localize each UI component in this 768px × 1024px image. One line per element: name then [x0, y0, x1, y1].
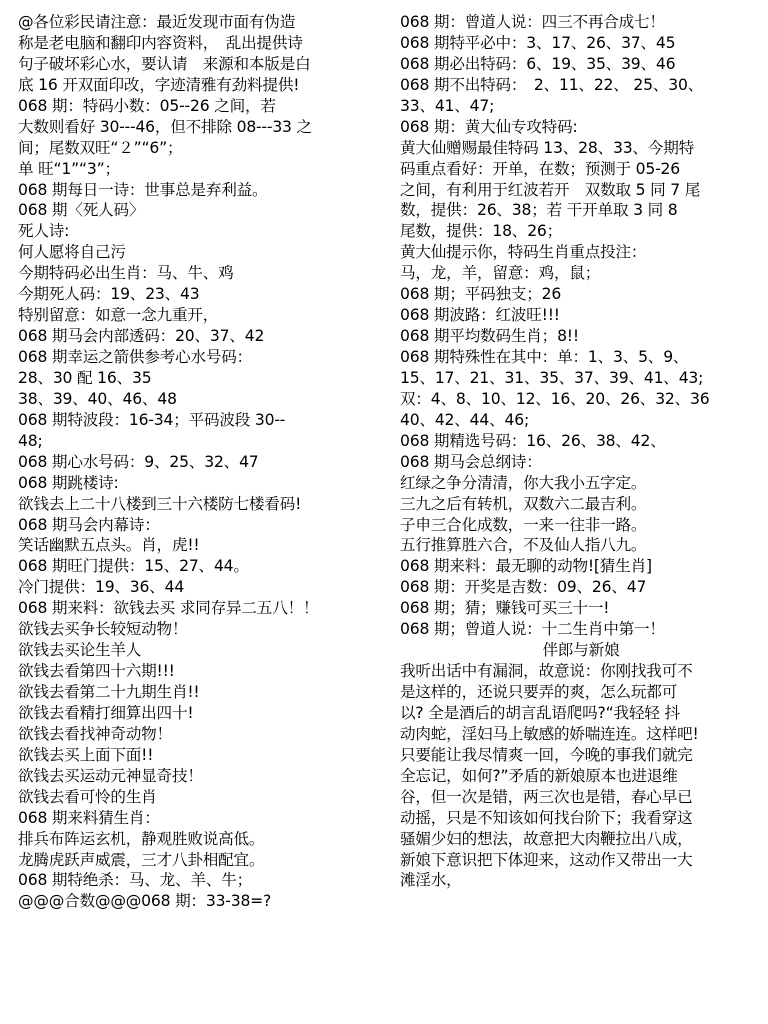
right-column-line: 是这样的，还说只要弄的爽，怎么玩都可	[400, 683, 678, 701]
left-column-line: 38、39、40、46、48	[18, 389, 177, 408]
right-column-line: 全忘记，如何?”矛盾的新娘原本也进退维	[400, 766, 678, 785]
left-column-line: 底 16 开双面印改，字迹清雅有劲料提供!	[18, 75, 300, 94]
left-column-line: 排兵布阵运玄机，静观胜败说高低。	[18, 829, 265, 848]
left-column-line: 068 期心水号码：9、25、32、47	[18, 452, 259, 471]
right-column-line: 之间，有利用于红波若开 双数取 5 同 7 尾	[400, 180, 701, 199]
left-column-line: 冷门提供：19、36、44	[18, 578, 185, 597]
right-column-line: 068 期来料：最无聊的动物![猜生肖]	[400, 557, 652, 576]
right-column-line: 只要能让我尽情爽一回，今晚的事我们就完	[400, 745, 693, 764]
right-column-line: 068 期必出特码：6、19、35、39、46	[400, 54, 676, 73]
left-column-line: 068 期马会内幕诗：	[18, 515, 160, 534]
right-column-line: 068 期精选号码：16、26、38、42、	[400, 431, 666, 450]
left-column-line: 欲钱去看精打细算出四十!	[18, 703, 194, 722]
right-column-line: 068 期：开奖是吉数：09、26、47	[400, 578, 647, 597]
right-column-line: 068 期；平码独支；26	[400, 285, 562, 304]
left-column-line: 欲钱去看第四十六期!!!	[18, 662, 175, 681]
right-column-line: 码重点看好：开单，在数；预测于 05-26	[400, 159, 680, 178]
right-column-line: 动肉蛇，淫妇马上敏感的娇喘连连。这样吧!	[400, 724, 699, 743]
right-column-line: 双：4、8、10、12、16、20、26、32、36	[400, 389, 710, 408]
left-column-line: 068 期来料猜生肖：	[18, 808, 160, 827]
left-column-line: 间；尾数双旺“２”“6”；	[18, 138, 183, 157]
left-column-line: 068 期马会内部透码：20、37、42	[18, 327, 265, 346]
left-column-line: 068 期跳楼诗:	[18, 473, 119, 492]
right-column-line: 068 期马会总纲诗：	[400, 452, 542, 471]
left-column-line: 068 期来料：欲钱去买 求同存异二五八！！	[18, 599, 319, 618]
right-column-line: 我听出话中有漏洞，故意说：你刚找我可不	[400, 662, 693, 681]
right-column-line: 068 期；猜；赚钱可买三十一!	[400, 599, 610, 618]
left-column-line: 何人愿将自己污	[18, 243, 126, 262]
left-column-line: 今期死人码：19、23、43	[18, 285, 200, 304]
right-column-line: 068 期；曾道人说：十二生肖中第一！	[400, 620, 665, 639]
left-column-line: 欲钱去上二十八楼到三十六楼防七楼看码!	[18, 494, 302, 513]
right-column-line: 068 期特殊性在其中：单：1、3、5、9、	[400, 348, 689, 366]
left-column-line: 068 期幸运之箭供参考心水号码：	[18, 348, 253, 366]
right-column-line: 33、41、47;	[400, 96, 495, 115]
right-column-line: 红绿之争分清清，你大我小五字定。	[400, 473, 647, 492]
left-column-line: 068 期特波段：16-34；平码波段 30--	[18, 410, 286, 429]
right-column-line: 068 期不出特码： 2、11、22、 25、30、	[400, 75, 704, 94]
right-column-line: 马，龙，羊，留意：鸡，鼠；	[400, 264, 601, 283]
left-column-line: 48;	[18, 431, 43, 450]
left-column-line: 句子破坏彩心水，要认请 来源和本版是白	[18, 54, 311, 73]
right-column-line: 15、17、21、31、35、37、39、41、43;	[400, 368, 704, 387]
right-column-line: 以? 全是酒后的胡言乱语爬吗?“我轻轻 抖	[400, 703, 680, 722]
right-column-line: 数，提供：26、38；若 干开单取 3 同 8	[400, 201, 678, 220]
left-column-line: 欲钱去买上面下面!!	[18, 745, 154, 764]
left-column-line: 068 期每日一诗：世事总是弃利益。	[18, 180, 268, 199]
right-column-line: 子申三合化成数，一来一往非一路。	[400, 515, 647, 534]
left-column-line: 今期特码必出生肖：马、牛、鸡	[18, 264, 234, 283]
left-column-line: 28、30 配 16、35	[18, 368, 152, 387]
left-column-line: 称是老电脑和翻印内容资料， 乱出提供诗	[18, 33, 303, 52]
right-column-line: 动摇，只是不知该如何找台阶下；我看穿这	[400, 808, 693, 827]
right-column-line: 滩淫水，	[400, 871, 462, 890]
left-column-line: @@@合数@@@068 期：33-38=?	[18, 892, 272, 911]
right-column-line: 068 期特平必中：3、17、26、37、45	[400, 33, 676, 52]
left-column-line: 欲钱去看第二十九期生肖!!	[18, 683, 200, 701]
right-column-line: 谷，但一次是错，两三次也是错，春心早已	[400, 787, 693, 806]
left-column-line: 欲钱去看找神奇动物！	[18, 724, 172, 743]
left-column-line: 068 期〈死人码〉	[18, 201, 145, 220]
left-column-line: 欲钱去买运动元神显奇技！	[18, 766, 203, 785]
right-column-line: 尾数，提供：18、26；	[400, 222, 563, 241]
left-column-line: @各位彩民请注意：最近发现市面有伪造	[18, 13, 296, 31]
left-column-line: 欲钱去看可怜的生肖	[18, 787, 157, 806]
left-column-line: 068 期：特码小数：05--26 之间，若	[18, 96, 276, 115]
story-title: 伴郎与新娘	[542, 641, 620, 660]
right-column-line: 068 期：曾道人说：四三不再合成七！	[400, 13, 665, 31]
right-column-line: 黄大仙赠赐最佳特码 13、28、33、今期特	[400, 138, 694, 157]
left-column-line: 特别留意：如意一念九重开，	[18, 306, 219, 325]
left-column-line: 欲钱去买论生羊人	[18, 641, 142, 660]
right-column-line: 40、42、44、46;	[400, 410, 530, 429]
right-column-line: 黄大仙提示你，特码生肖重点投注：	[400, 243, 647, 262]
right-column-line: 068 期波路：红波旺!!!	[400, 306, 560, 325]
left-column-line: 大数则看好 30---46，但不排除 08---33 之	[18, 117, 312, 136]
right-column-line: 068 期：黄大仙专攻特码:	[400, 117, 578, 136]
left-column-line: 欲钱去买争长较短动物！	[18, 620, 188, 639]
right-column-line: 三九之后有转机，双数六二最吉利。	[400, 494, 647, 513]
left-column-line: 单 旺“1”“3”；	[18, 159, 120, 178]
left-column-line: 068 期旺门提供：15、27、44。	[18, 557, 249, 576]
left-column	[18, 12, 380, 1022]
right-column	[400, 12, 762, 1022]
right-column-line: 068 期平均数码生肖；8!!	[400, 327, 579, 346]
right-column-line: 五行推算胜六合，不及仙人指八九。	[400, 536, 647, 555]
left-column-line: 笑话幽默五点头。肖，虎!!	[18, 536, 200, 555]
left-column-line: 龙腾虎跃声威震，三才八卦相配宜。	[18, 850, 265, 869]
left-column-line: 068 期特绝杀：马、龙、羊、牛；	[18, 871, 253, 890]
right-column-line: 新娘下意识把下体迎来，这动作又带出一大	[400, 850, 693, 869]
left-column-line: 死人诗:	[18, 222, 70, 241]
right-column-line: 骚媚少妇的想法，故意把大肉鞭拉出八成，	[400, 829, 693, 848]
